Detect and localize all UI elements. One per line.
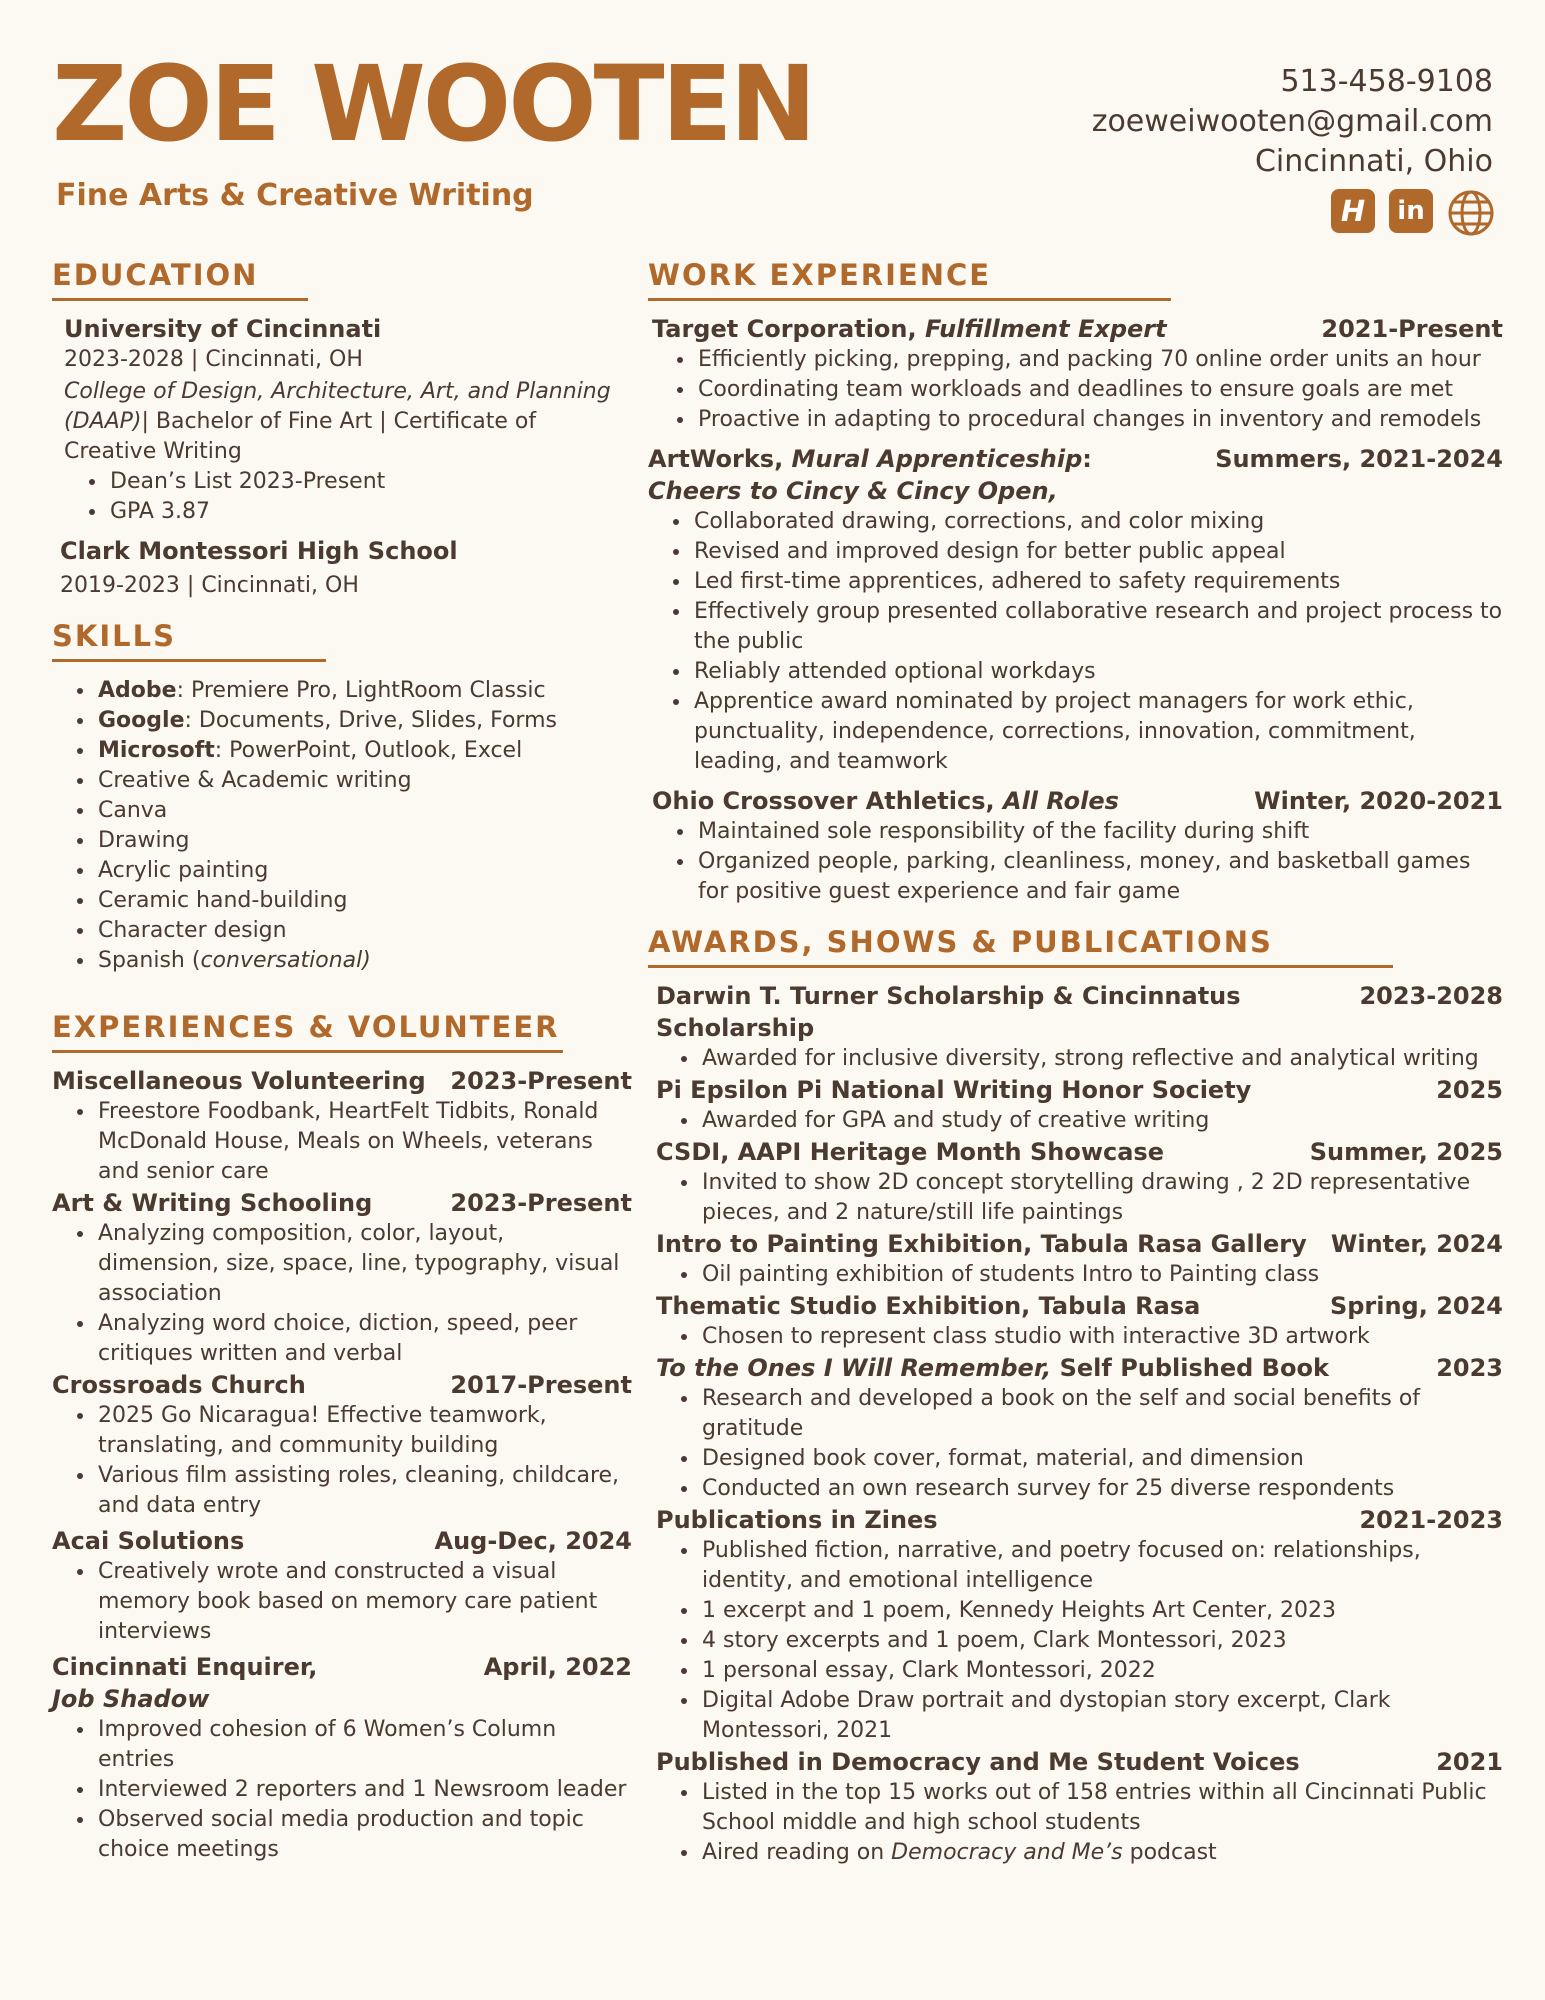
handshake-h-icon[interactable] <box>1331 189 1375 233</box>
list-item: • 2025 Go Nicaragua! Effective teamwork, translating, and community building <box>96 1401 632 1461</box>
list-item: • Awarded for GPA and study of creative writing <box>700 1106 1503 1136</box>
entry-dates: 2021-Present <box>1321 315 1503 343</box>
skills-list <box>52 676 632 976</box>
education-heading: EDUCATION <box>52 258 308 301</box>
candidate-subtitle: Fine Arts & Creative Writing <box>56 178 534 213</box>
list-item: • Acrylic painting <box>96 856 632 886</box>
hs-dates: 2019-2023 | Cincinnati, OH <box>60 573 359 598</box>
skill-label: Google <box>98 708 185 733</box>
entry-dates: 2025 <box>1436 1076 1503 1104</box>
location: Cincinnati, Ohio <box>1254 144 1493 179</box>
list-item: • Analyzing word choice, diction, speed, peer critiques written and verbal <box>96 1309 632 1369</box>
list-item: • Revised and improved design for better public appeal <box>692 537 1503 567</box>
list-item <box>700 1838 1503 1868</box>
list-item: • Analyzing composition, color, layout, dimension, size, space, line, typography, visual association <box>96 1219 632 1309</box>
linkedin-icon[interactable] <box>1389 189 1433 233</box>
work-entry <box>648 785 1503 907</box>
skill-label: Adobe <box>98 678 177 703</box>
list-item: • Coordinating team workloads and deadlines to ensure goals are met <box>696 375 1503 405</box>
list-item: • Drawing <box>96 826 632 856</box>
volunteer-entry <box>52 1187 632 1369</box>
skill-text: : Documents, Drive, Slides, Forms <box>184 708 557 733</box>
list-item: • Designed book cover, format, material, and dimension <box>700 1444 1503 1474</box>
skill-text: : Premiere Pro, LightRoom Classic <box>176 678 546 703</box>
skill-text: Spanish ( <box>98 948 201 973</box>
work-entry <box>648 443 1503 777</box>
uc-dates: 2023-2028 | Cincinnati, OH <box>64 347 363 372</box>
education-hs <box>52 535 632 601</box>
list-item: • Invited to show 2D concept storytelling drawing , 2 2D representative pieces, and 2 nature/still life paintings <box>700 1168 1503 1228</box>
awards-heading: AWARDS, SHOWS & PUBLICATIONS <box>648 925 1393 968</box>
entry-name: Publications in Zines <box>656 1506 938 1534</box>
left-column <box>52 258 632 1865</box>
entry-dates: 2023-Present <box>450 1067 632 1095</box>
uc-college: College of Design, Architecture, Art, and Planning (DAAP) <box>64 379 611 434</box>
list-item: • Published fiction, narrative, and poetry focused on: relationships, identity, and emotional intelligence <box>700 1536 1503 1596</box>
list-item <box>96 946 632 976</box>
entry-name: Crossroads Church <box>52 1371 306 1399</box>
list-item: • Creatively wrote and constructed a visual memory book based on memory care patient interviews <box>96 1557 632 1647</box>
entry-title: To the Ones I Will Remember, <box>656 1354 1052 1382</box>
entry-dates: 2023 <box>1436 1354 1503 1382</box>
hs-name: Clark Montessori High School <box>60 537 458 565</box>
uc-name: University of Cincinnati <box>64 315 382 343</box>
uc-program <box>64 377 632 467</box>
list-item: • Observed social media production and topic choice meetings <box>96 1805 632 1865</box>
entry-name: Art & Writing Schooling <box>52 1189 373 1217</box>
phone-number: 513-458-9108 <box>1280 64 1493 99</box>
entry-name: Acai Solutions <box>52 1527 245 1555</box>
list-item: • Awarded for inclusive diversity, strong reflective and analytical writing <box>700 1044 1503 1074</box>
right-column <box>648 258 1503 1868</box>
volunteer-heading: EXPERIENCES & VOLUNTEER <box>52 1010 563 1053</box>
list-item: • 4 story excerpts and 1 poem, Clark Montessori, 2023 <box>700 1626 1503 1656</box>
entry-name: Intro to Painting Exhibition, Tabula Rasa Gallery <box>656 1230 1307 1258</box>
education-uc <box>52 313 632 527</box>
list-item: • Ceramic hand-building <box>96 886 632 916</box>
list-item: • Conducted an own research survey for 25 diverse respondents <box>700 1474 1503 1504</box>
list-item: • Maintained sole responsibility of the facility during shift <box>696 817 1503 847</box>
uc-bullets <box>64 467 632 527</box>
entry-name: Cincinnati Enquirer, <box>52 1653 318 1681</box>
skill-level: conversational) <box>200 948 371 973</box>
linkedin-letters: in <box>1397 196 1425 226</box>
entry-role: Mural Apprenticeship <box>791 445 1083 473</box>
candidate-name: ZOE WOOTEN <box>52 43 814 165</box>
entry-role: All Roles <box>1003 787 1119 815</box>
entry-dates: Aug-Dec, 2024 <box>434 1527 632 1555</box>
bullet-italic: Democracy and Me’s <box>891 1840 1123 1865</box>
entry-dates: April, 2022 <box>483 1653 632 1681</box>
entry-name: Self Published Book <box>1051 1354 1329 1382</box>
entry-dates: Summers, 2021-2024 <box>1215 445 1503 473</box>
entry-project: Cheers to Cincy & Cincy Open, <box>648 477 1058 505</box>
awards-list <box>648 980 1503 1868</box>
list-item: • Interviewed 2 reporters and 1 Newsroom leader <box>96 1775 632 1805</box>
entry-name: Darwin T. Turner Scholarship & Cincinnatus Scholarship <box>656 982 1241 1042</box>
list-item <box>96 736 632 766</box>
award-entry <box>656 1228 1503 1290</box>
entry-dates: Winter, 2020-2021 <box>1254 787 1503 815</box>
entry-role: Job Shadow <box>52 1685 210 1713</box>
list-item: • Efficiently picking, prepping, and packing 70 online order units an hour <box>696 345 1503 375</box>
award-entry <box>656 1504 1503 1746</box>
list-item <box>96 706 632 736</box>
entry-dates: 2021 <box>1436 1748 1503 1776</box>
volunteer-entry <box>52 1525 632 1647</box>
list-item: • Apprentice award nominated by project managers for work ethic, punctuality, independence, corrections, innovation, commitment, leading, and teamwork <box>692 687 1503 777</box>
work-heading: WORK EXPERIENCE <box>648 258 1171 301</box>
entry-dates: Winter, 2024 <box>1330 1230 1503 1258</box>
award-entry <box>656 1074 1503 1136</box>
list-item: • Canva <box>96 796 632 826</box>
list-item <box>96 676 632 706</box>
skill-text: : PowerPoint, Outlook, Excel <box>214 738 523 763</box>
list-item: • Dean’s List 2023-Present <box>108 467 632 497</box>
entry-name: Miscellaneous Volunteering <box>52 1067 426 1095</box>
bullet-text: podcast <box>1122 1840 1217 1865</box>
globe-icon[interactable] <box>1447 189 1495 237</box>
entry-dates: 2017-Present <box>450 1371 632 1399</box>
entry-dates: 2023-2028 <box>1359 982 1503 1010</box>
entry-role: Fulfillment Expert <box>924 315 1167 343</box>
entry-colon: : <box>1082 445 1092 473</box>
list-item: • Led first-time apprentices, adhered to safety requirements <box>692 567 1503 597</box>
list-item: • GPA 3.87 <box>108 497 632 527</box>
award-entry <box>656 1290 1503 1352</box>
list-item: • 1 personal essay, Clark Montessori, 2022 <box>700 1656 1503 1686</box>
list-item: • Digital Adobe Draw portrait and dystopian story excerpt, Clark Montessori, 2021 <box>700 1686 1503 1746</box>
bullet-text: Aired reading on <box>702 1840 892 1865</box>
skills-heading: SKILLS <box>52 619 326 662</box>
list-item: • Freestore Foodbank, HeartFelt Tidbits, Ronald McDonald House, Meals on Wheels, veterans and senior care <box>96 1097 632 1187</box>
list-item: • Reliably attended optional workdays <box>692 657 1503 687</box>
entry-company: ArtWorks, <box>648 445 784 473</box>
entry-name: Pi Epsilon Pi National Writing Honor Society <box>656 1076 1252 1104</box>
entry-dates: Summer, 2025 <box>1309 1138 1503 1166</box>
volunteer-entry <box>52 1369 632 1521</box>
entry-company: Ohio Crossover Athletics, <box>652 787 995 815</box>
social-icons <box>1331 189 1495 237</box>
entry-dates: 2023-Present <box>450 1189 632 1217</box>
list-item: • Effectively group presented collaborative research and project process to the public <box>692 597 1503 657</box>
contact-block <box>1092 62 1493 182</box>
entry-company: Target Corporation, <box>652 315 917 343</box>
uc-degree: | Bachelor of Fine Art | Certificate of Creative Writing <box>64 409 537 464</box>
entry-dates: Spring, 2024 <box>1329 1292 1503 1320</box>
list-item: • Collaborated drawing, corrections, and color mixing <box>692 507 1503 537</box>
award-entry <box>656 1746 1503 1868</box>
list-item: • Various film assisting roles, cleaning, childcare, and data entry <box>96 1461 632 1521</box>
volunteer-entry <box>52 1651 632 1865</box>
entry-name: CSDI, AAPI Heritage Month Showcase <box>656 1138 1164 1166</box>
skill-label: Microsoft <box>98 738 215 763</box>
list-item: • Proactive in adapting to procedural changes in inventory and remodels <box>696 405 1503 435</box>
entry-name: Thematic Studio Exhibition, Tabula Rasa <box>656 1292 1201 1320</box>
list-item: • Research and developed a book on the self and social benefits of gratitude <box>700 1384 1503 1444</box>
award-entry <box>656 1352 1503 1504</box>
list-item: • Improved cohesion of 6 Women’s Column entries <box>96 1715 632 1775</box>
entry-dates: 2021-2023 <box>1359 1506 1503 1534</box>
handshake-letter: H <box>1340 194 1366 228</box>
list-item: • Organized people, parking, cleanliness, money, and basketball games for positive guest experience and fair game <box>696 847 1503 907</box>
volunteer-entry <box>52 1065 632 1187</box>
list-item: • Creative & Academic writing <box>96 766 632 796</box>
list-item: • Character design <box>96 916 632 946</box>
list-item: • Oil painting exhibition of students Intro to Painting class <box>700 1260 1503 1290</box>
award-entry <box>656 980 1503 1074</box>
work-entry <box>648 313 1503 435</box>
list-item: • Listed in the top 15 works out of 158 entries within all Cincinnati Public School middle and high school students <box>700 1778 1503 1838</box>
award-entry <box>656 1136 1503 1228</box>
list-item: • 1 excerpt and 1 poem, Kennedy Heights Art Center, 2023 <box>700 1596 1503 1626</box>
email-address: zoeweiwooten@gmail.com <box>1091 104 1493 139</box>
list-item: • Chosen to represent class studio with interactive 3D artwork <box>700 1322 1503 1352</box>
entry-name: Published in Democracy and Me Student Voices <box>656 1748 1300 1776</box>
